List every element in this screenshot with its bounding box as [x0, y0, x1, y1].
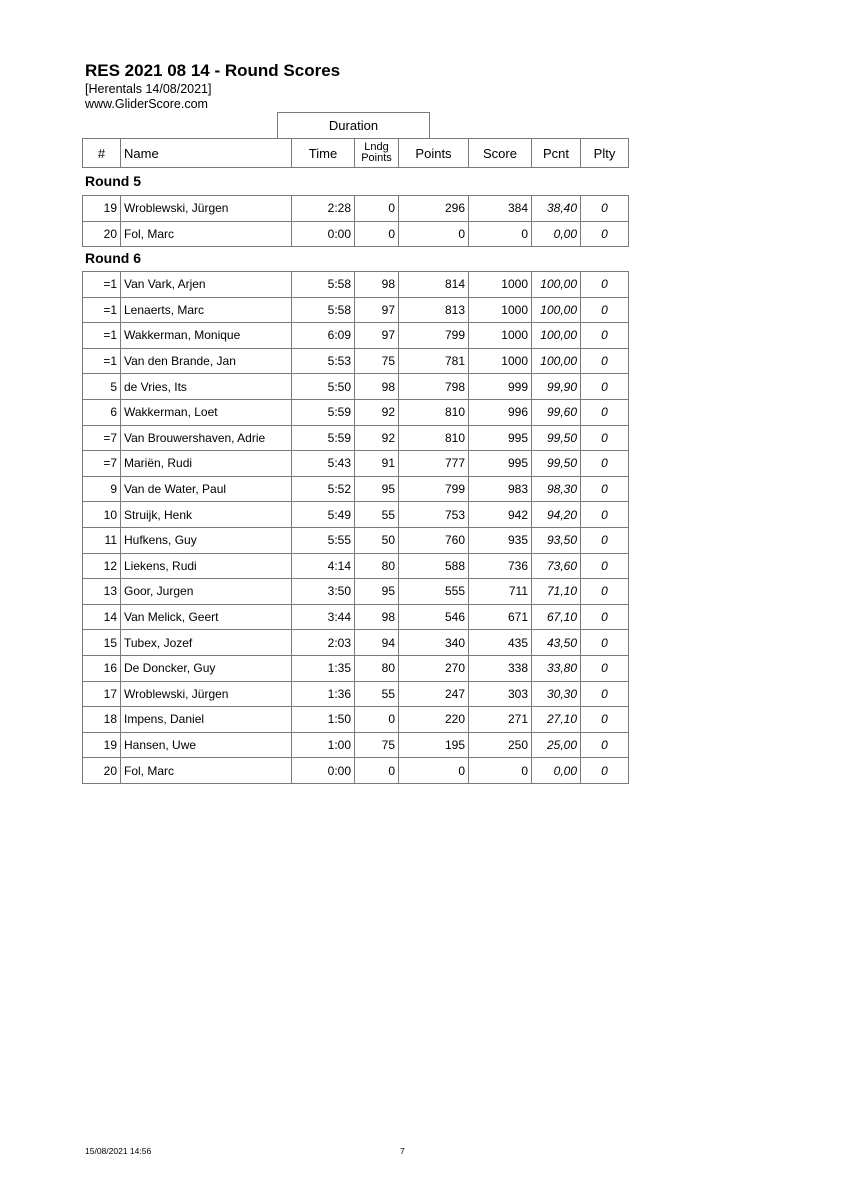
percent-cell: 73,60	[532, 553, 581, 579]
points-cell: 799	[399, 323, 469, 349]
landing-points-cell: 0	[355, 221, 399, 247]
points-cell: 0	[399, 221, 469, 247]
lndg-label-line1: Lndg	[364, 141, 389, 153]
landing-points-cell: 91	[355, 451, 399, 477]
penalty-cell: 0	[581, 196, 629, 222]
rank-cell: 13	[83, 579, 121, 605]
penalty-cell: 0	[581, 348, 629, 374]
name-cell: Van de Water, Paul	[121, 476, 292, 502]
duration-group-header	[277, 112, 430, 138]
rank-cell: 19	[83, 196, 121, 222]
landing-points-cell: 95	[355, 579, 399, 605]
percent-cell: 71,10	[532, 579, 581, 605]
time-cell: 5:58	[292, 272, 355, 298]
name-cell: Wroblewski, Jürgen	[121, 681, 292, 707]
rank-cell: 6	[83, 399, 121, 425]
rank-cell: =1	[83, 323, 121, 349]
score-cell: 338	[469, 655, 532, 681]
percent-cell: 100,00	[532, 297, 581, 323]
points-cell: 813	[399, 297, 469, 323]
table-row	[83, 655, 629, 681]
points-cell: 799	[399, 476, 469, 502]
points-cell: 814	[399, 272, 469, 298]
time-cell: 5:53	[292, 348, 355, 374]
col-name-header: Name	[121, 139, 292, 168]
name-cell: Hansen, Uwe	[121, 732, 292, 758]
time-cell: 5:59	[292, 425, 355, 451]
rank-cell: 5	[83, 374, 121, 400]
penalty-cell: 0	[581, 425, 629, 451]
landing-points-cell: 75	[355, 348, 399, 374]
table-row	[83, 630, 629, 656]
rank-cell: =1	[83, 348, 121, 374]
score-cell: 983	[469, 476, 532, 502]
landing-points-cell: 0	[355, 196, 399, 222]
time-cell: 1:00	[292, 732, 355, 758]
points-cell: 0	[399, 758, 469, 784]
points-cell: 555	[399, 579, 469, 605]
score-cell: 995	[469, 425, 532, 451]
score-cell: 1000	[469, 272, 532, 298]
rank-cell: =7	[83, 425, 121, 451]
points-cell: 340	[399, 630, 469, 656]
time-cell: 5:43	[292, 451, 355, 477]
column-header-row	[83, 139, 629, 168]
table-row	[83, 604, 629, 630]
footer-page-number: 7	[400, 1146, 405, 1156]
landing-points-cell: 80	[355, 655, 399, 681]
event-subtitle: [Herentals 14/08/2021]	[85, 82, 212, 96]
score-cell: 250	[469, 732, 532, 758]
points-cell: 546	[399, 604, 469, 630]
col-plty-header: Plty	[581, 139, 629, 168]
penalty-cell: 0	[581, 374, 629, 400]
points-cell: 753	[399, 502, 469, 528]
score-cell: 1000	[469, 297, 532, 323]
name-cell: Van Brouwershaven, Adrie	[121, 425, 292, 451]
time-cell: 1:36	[292, 681, 355, 707]
penalty-cell: 0	[581, 323, 629, 349]
table-row	[83, 374, 629, 400]
rank-cell: 20	[83, 221, 121, 247]
round-5-table	[82, 195, 629, 247]
percent-cell: 0,00	[532, 221, 581, 247]
landing-points-cell: 50	[355, 527, 399, 553]
landing-points-cell: 0	[355, 758, 399, 784]
name-cell: Wakkerman, Loet	[121, 399, 292, 425]
col-time-header: Time	[292, 139, 355, 168]
name-cell: Liekens, Rudi	[121, 553, 292, 579]
points-cell: 810	[399, 425, 469, 451]
landing-points-cell: 98	[355, 374, 399, 400]
percent-cell: 33,80	[532, 655, 581, 681]
percent-cell: 27,10	[532, 707, 581, 733]
score-cell: 999	[469, 374, 532, 400]
points-cell: 195	[399, 732, 469, 758]
percent-cell: 94,20	[532, 502, 581, 528]
percent-cell: 100,00	[532, 272, 581, 298]
penalty-cell: 0	[581, 553, 629, 579]
name-cell: Van Vark, Arjen	[121, 272, 292, 298]
percent-cell: 99,90	[532, 374, 581, 400]
table-row	[83, 758, 629, 784]
duration-label: Duration	[328, 118, 379, 133]
time-cell: 3:44	[292, 604, 355, 630]
col-pcnt-header: Pcnt	[532, 139, 581, 168]
points-cell: 588	[399, 553, 469, 579]
penalty-cell: 0	[581, 399, 629, 425]
penalty-cell: 0	[581, 732, 629, 758]
time-cell: 6:09	[292, 323, 355, 349]
points-cell: 270	[399, 655, 469, 681]
page-title: RES 2021 08 14 - Round Scores	[85, 61, 341, 80]
name-cell: Tubex, Jozef	[121, 630, 292, 656]
rank-cell: 18	[83, 707, 121, 733]
footer-print-date: 15/08/2021 14:56	[85, 1146, 152, 1156]
score-cell: 435	[469, 630, 532, 656]
name-cell: Hufkens, Guy	[121, 527, 292, 553]
name-cell: Van den Brande, Jan	[121, 348, 292, 374]
score-cell: 1000	[469, 323, 532, 349]
landing-points-cell: 98	[355, 272, 399, 298]
lndg-label-line2: Points	[361, 152, 392, 164]
percent-cell: 100,00	[532, 348, 581, 374]
percent-cell: 38,40	[532, 196, 581, 222]
points-cell: 810	[399, 399, 469, 425]
penalty-cell: 0	[581, 630, 629, 656]
percent-cell: 43,50	[532, 630, 581, 656]
penalty-cell: 0	[581, 707, 629, 733]
name-cell: Goor, Jurgen	[121, 579, 292, 605]
time-cell: 5:55	[292, 527, 355, 553]
score-cell: 736	[469, 553, 532, 579]
landing-points-cell: 0	[355, 707, 399, 733]
points-cell: 220	[399, 707, 469, 733]
table-row	[83, 732, 629, 758]
table-row	[83, 553, 629, 579]
points-cell: 760	[399, 527, 469, 553]
time-cell: 5:58	[292, 297, 355, 323]
table-row	[83, 196, 629, 222]
points-cell: 781	[399, 348, 469, 374]
rank-cell: 9	[83, 476, 121, 502]
score-cell: 942	[469, 502, 532, 528]
points-cell: 247	[399, 681, 469, 707]
name-cell: Fol, Marc	[121, 758, 292, 784]
percent-cell: 25,00	[532, 732, 581, 758]
percent-cell: 99,50	[532, 425, 581, 451]
table-row	[83, 348, 629, 374]
name-cell: Wroblewski, Jürgen	[121, 196, 292, 222]
table-row	[83, 297, 629, 323]
percent-cell: 98,30	[532, 476, 581, 502]
time-cell: 1:50	[292, 707, 355, 733]
score-cell: 995	[469, 451, 532, 477]
website-link-text: www.GliderScore.com	[85, 97, 208, 111]
score-cell: 711	[469, 579, 532, 605]
landing-points-cell: 92	[355, 425, 399, 451]
penalty-cell: 0	[581, 655, 629, 681]
round-5-label: Round 5	[85, 173, 141, 189]
table-row	[83, 425, 629, 451]
landing-points-cell: 92	[355, 399, 399, 425]
name-cell: De Doncker, Guy	[121, 655, 292, 681]
table-row	[83, 476, 629, 502]
time-cell: 5:49	[292, 502, 355, 528]
score-cell: 0	[469, 758, 532, 784]
penalty-cell: 0	[581, 604, 629, 630]
rank-cell: 12	[83, 553, 121, 579]
landing-points-cell: 55	[355, 502, 399, 528]
rank-cell: =7	[83, 451, 121, 477]
points-cell: 798	[399, 374, 469, 400]
penalty-cell: 0	[581, 527, 629, 553]
name-cell: Wakkerman, Monique	[121, 323, 292, 349]
rank-cell: 17	[83, 681, 121, 707]
name-cell: Fol, Marc	[121, 221, 292, 247]
table-row	[83, 527, 629, 553]
rank-cell: 20	[83, 758, 121, 784]
rank-cell: 14	[83, 604, 121, 630]
penalty-cell: 0	[581, 451, 629, 477]
name-cell: Mariën, Rudi	[121, 451, 292, 477]
name-cell: Van Melick, Geert	[121, 604, 292, 630]
time-cell: 2:28	[292, 196, 355, 222]
rank-cell: 10	[83, 502, 121, 528]
time-cell: 1:35	[292, 655, 355, 681]
penalty-cell: 0	[581, 579, 629, 605]
table-row	[83, 221, 629, 247]
penalty-cell: 0	[581, 476, 629, 502]
rank-cell: =1	[83, 272, 121, 298]
name-cell: Impens, Daniel	[121, 707, 292, 733]
table-row	[83, 579, 629, 605]
round-6-table	[82, 271, 629, 784]
rank-cell: 19	[83, 732, 121, 758]
penalty-cell: 0	[581, 272, 629, 298]
landing-points-cell: 95	[355, 476, 399, 502]
landing-points-cell: 97	[355, 297, 399, 323]
rank-cell: 16	[83, 655, 121, 681]
percent-cell: 30,30	[532, 681, 581, 707]
score-cell: 935	[469, 527, 532, 553]
landing-points-cell: 80	[355, 553, 399, 579]
table-row	[83, 502, 629, 528]
time-cell: 2:03	[292, 630, 355, 656]
score-cell: 303	[469, 681, 532, 707]
rank-cell: =1	[83, 297, 121, 323]
table-row	[83, 272, 629, 298]
table-row	[83, 451, 629, 477]
table-row	[83, 323, 629, 349]
time-cell: 3:50	[292, 579, 355, 605]
rank-cell: 15	[83, 630, 121, 656]
percent-cell: 93,50	[532, 527, 581, 553]
table-row	[83, 681, 629, 707]
time-cell: 0:00	[292, 758, 355, 784]
penalty-cell: 0	[581, 297, 629, 323]
time-cell: 4:14	[292, 553, 355, 579]
percent-cell: 100,00	[532, 323, 581, 349]
time-cell: 0:00	[292, 221, 355, 247]
table-row	[83, 399, 629, 425]
points-cell: 777	[399, 451, 469, 477]
percent-cell: 67,10	[532, 604, 581, 630]
percent-cell: 0,00	[532, 758, 581, 784]
col-lndg-header	[355, 139, 399, 168]
column-header-table	[82, 138, 629, 168]
landing-points-cell: 98	[355, 604, 399, 630]
penalty-cell: 0	[581, 758, 629, 784]
time-cell: 5:50	[292, 374, 355, 400]
time-cell: 5:59	[292, 399, 355, 425]
score-cell: 0	[469, 221, 532, 247]
name-cell: Struijk, Henk	[121, 502, 292, 528]
round-6-label: Round 6	[85, 250, 141, 266]
score-cell: 384	[469, 196, 532, 222]
name-cell: de Vries, Its	[121, 374, 292, 400]
table-row	[83, 707, 629, 733]
landing-points-cell: 97	[355, 323, 399, 349]
score-cell: 1000	[469, 348, 532, 374]
penalty-cell: 0	[581, 681, 629, 707]
percent-cell: 99,60	[532, 399, 581, 425]
percent-cell: 99,50	[532, 451, 581, 477]
points-cell: 296	[399, 196, 469, 222]
penalty-cell: 0	[581, 221, 629, 247]
landing-points-cell: 94	[355, 630, 399, 656]
penalty-cell: 0	[581, 502, 629, 528]
col-points-header: Points	[399, 139, 469, 168]
score-cell: 671	[469, 604, 532, 630]
name-cell: Lenaerts, Marc	[121, 297, 292, 323]
landing-points-cell: 55	[355, 681, 399, 707]
col-rank-header: #	[83, 139, 121, 168]
score-cell: 271	[469, 707, 532, 733]
score-cell: 996	[469, 399, 532, 425]
landing-points-cell: 75	[355, 732, 399, 758]
col-score-header: Score	[469, 139, 532, 168]
time-cell: 5:52	[292, 476, 355, 502]
rank-cell: 11	[83, 527, 121, 553]
